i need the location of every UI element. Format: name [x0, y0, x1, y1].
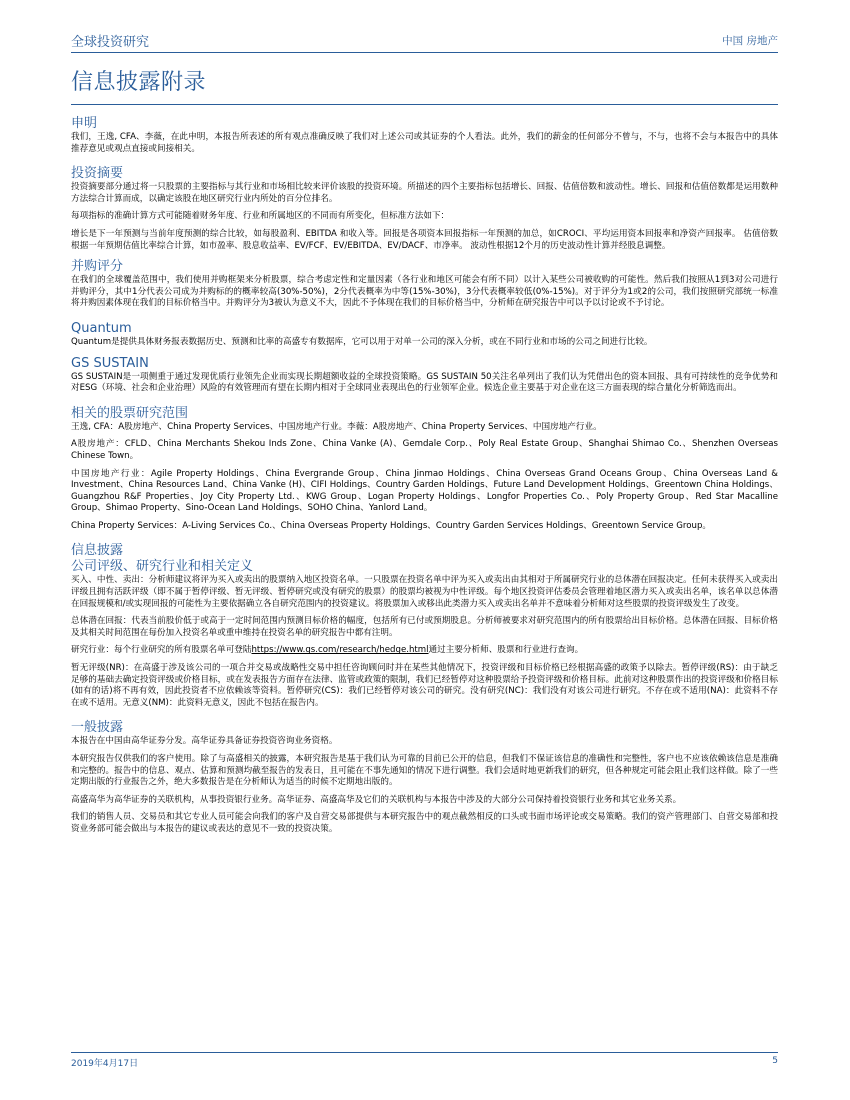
header-report-type: 全球投资研究: [71, 35, 150, 50]
paragraph: China Property Services：A-Living Services Co.、China Overseas Property Holdings、Country Garden Services Holdings、Greentown Service Group。: [71, 520, 711, 531]
text-span: 研究行业：每个行业研究的所有股票名单可登陆: [71, 645, 252, 656]
footer-divider: [71, 1052, 778, 1053]
paragraph: 中国房地产行业：Agile Property Holdings、China Evergrande Group、China Jinmao Holdings、China Overseas Grand Oceans Group、China Overseas Land & Investment、China Resources Land、China Vanke (H)、CIFI Holdings、Country Garden Holdings、Future Land Development Holdings、Greentown China Holdings、Guangzhou R&F Properties、Joy City Property Ltd.、KWG Group、Logan Property Holdings、Longfor Properties Co.、Poly Property Group、Red Star Macalline Group、Shimao Property、Sino-Ocean Land Holdings、SOHO China、Yanlord Land。: [71, 468, 778, 514]
title-divider: [71, 104, 778, 105]
paragraph: 高盛高华为高华证券的关联机构，从事投资银行业务。高华证券、高盛高华及它们的关联机构与本报告中涉及的大部分公司保持着投资银行业务和其它业务关系。: [71, 794, 682, 805]
page-number: 5: [772, 1056, 778, 1066]
paragraph: Quantum是提供具体财务报表数据历史、预测和比率的高盛专有数据库，它可以用于对单一公司的深入分析，或在不同行业和市场的公司之间进行比较。: [71, 336, 653, 347]
paragraph: 每项指标的准确计算方式可能随着财务年度、行业和所属地区的不同而有所变化，但标准方法如下：: [71, 211, 450, 222]
header-divider: [71, 52, 778, 53]
section-heading-quantum: Quantum: [71, 320, 132, 336]
paragraph: 投资摘要部分通过将一只股票的主要指标与其行业和市场相比较来评价该股的投资环境。所描述的四个主要指标包括增长、回报、估值倍数和波动性。增长、回报和估值倍数都是运用数种方法综合计算而成，以确定该股在地区研究行业内所处的百分位排名。: [71, 182, 778, 204]
paragraph: 暂无评级(NR)：在高盛于涉及该公司的一项合并交易或战略性交易中担任咨询顾问时并在某些其他情况下，投资评级和目标价格已经根据高盛的政策予以除去。暂停评级(RS)：由于缺乏足够的基础去确定投资评级或价格目标，或在发表报告方面存在法律、监管或政策的限制，我们已经暂停对这种股票给予投资评级和价格目标。此前对这种股票作出的投资评级和价格目标(如有的话)将不再有效，因此投资者不应依赖该等资料。暂停研究(CS)：我们已经暂停对该公司的研究。没有研究(NC)：我们没有对该公司进行研究。不存在或不适用(NA)：此资料不存在或不适用。无意义(NM)：此资料无意义，因此不包括在报告内。: [71, 663, 778, 708]
page-title: 信息披露附录: [71, 70, 207, 95]
section-heading-ma-score: 并购评分: [71, 259, 124, 275]
section-heading-general: 一般披露: [71, 720, 124, 736]
section-heading-disclosures: 信息披露: [71, 543, 124, 559]
paragraph: 本报告在中国由高华证券分发。高华证券具备证券投资咨询业务资格。: [71, 736, 338, 747]
section-heading-coverage: 相关的股票研究范围: [71, 405, 189, 421]
header-sector: 中国 房地产: [722, 35, 778, 47]
section-heading-declaration: 申明: [71, 116, 98, 131]
paragraph: 增长是下一年预测与当前年度预测的综合比较，如每股盈利、EBITDA 和收入等。回报是各项资本回报指标一年预测的加总，如CROCI、平均运用资本回报率和净资产回报率。 估值倍数根据一年预期估值比率综合计算，如市盈率、股息收益率、EV/FCF、EV/EBITDA、EV/DACF、市净率。 波动性根据12个月的历史波动性计算并经股息调整。: [71, 228, 778, 251]
document-body: [71, 116, 778, 842]
text-span: 通过主要分析师、股票和行业进行查询。: [428, 645, 584, 656]
paragraph: 在我们的全球覆盖范围中，我们使用并购框架来分析股票，综合考虑定性和定量因素（各行业和地区可能会有所不同）以计入某些公司被收购的可能性。然后我们按照从1到3对公司进行并购评分，其中1分代表公司成为并购标的的概率较高(30%-50%)，2分代表概率为中等(15%-30%)，3分代表概率较低(0%-15%)。对于评分为1或2的公司，我们按照研究部统一标准将并购因素体现在我们的目标价格当中。并购评分为3被认为意义不大，因此不予体现在我们的目标价格当中，分析师在研究报告中可以予以讨论或不予讨论。: [71, 275, 778, 309]
paragraph: 我们，王逸, CFA、李薇，在此申明，本报告所表述的所有观点准确反映了我们对上述公司或其证券的个人看法。此外，我们的薪金的任何部分不曾与，不与，也将不会与本报告中的具体推荐意见或观点直接或间接相关。: [71, 132, 778, 154]
footer-date: 2019年4月17日: [71, 1059, 139, 1069]
paragraph: GS SUSTAIN是一项侧重于通过发现优质行业领先企业而实现长期超额收益的全球投资策略。GS SUSTAIN 50关注名单列出了我们认为凭借出色的资本回报、具有可持续性的竞争优势和对ESG（环境、社会和企业治理）风险的有效管理而有望在长期内相对于全球同业表现出色的行业领军企业。候选企业主要基于对企业在这三方面表现的综合量化分析筛选而出。: [71, 371, 778, 394]
paragraph: 我们的销售人员、交易员和其它专业人员可能会向我们的客户及自营交易部提供与本研究报告中的观点截然相反的口头或书面市场评论或交易策略。我们的资产管理部门、自营交易部和投资业务部可能会做出与本报告的建议或表达的意见不一致的投资决策。: [71, 812, 778, 834]
paragraph: 买入、中性、卖出：分析师建议将评为买入或卖出的股票纳入地区投资名单。一只股票在投资名单中评为买入或卖出由其相对于所属研究行业的总体潜在回报决定。任何未获得买入或卖出评级且拥有活跃评级（即不属于暂停评级、暂无评级、暂停研究或没有研究的股票）的股票均被视为中性评级。每个地区投资评估委员会管理着地区潜力买入或卖出名单，该名单以总体潜在回报规模和/或实现回报的可能性为主要依据确立各自研究范围内的投资建议。将股票加入或移出此类潜力买入或卖出名单并不意味着分析师对这些股票的投资评级发生了改变。: [71, 575, 778, 609]
section-heading-investment-summary: 投资摘要: [71, 166, 124, 182]
paragraph: A股房地产：CFLD、China Merchants Shekou Inds Zone、China Vanke (A)、Gemdale Corp.、Poly Real Estate Group、Shanghai Shimao Co.、Shenzhen Overseas Chinese Town。: [71, 439, 778, 461]
research-link[interactable]: https://www.gs.com/research/hedge.html: [251, 645, 429, 656]
paragraph: 王逸, CFA：A股房地产、China Property Services、中国房地产行业。李薇：A股房地产、China Property Services、中国房地产行业。: [71, 421, 602, 432]
paragraph: 本研究报告仅供我们的客户使用。除了与高盛相关的披露，本研究报告是基于我们认为可靠的目前已公开的信息，但我们不保证该信息的准确性和完整性，客户也不应该依赖该信息是准确和完整的。报告中的信息、观点、估算和预测均截至报告的发表日，且可能在不事先通知的情况下进行调整。我们会适时地更新我们的研究，但各种规定可能会阻止我们这样做。除了一些定期出版的行业报告之外，绝大多数报告是在分析师认为适当的时候不定期地出版的。: [71, 754, 778, 788]
paragraph: 总体潜在回报：代表当前股价低于或高于一定时间范围内预测目标价格的幅度，包括所有已付或预期股息。分析师被要求对研究范围内的所有股票给出目标价格。总体潜在回报、目标价格及其相关时间范围在每份加入投资名单或重申维持在投资名单的研究报告中都有注明。: [71, 616, 778, 638]
section-heading-gs-sustain: GS SUSTAIN: [71, 355, 149, 371]
section-heading-ratings: 公司评级、研究行业和相关定义: [71, 559, 254, 575]
paragraph: [71, 645, 778, 657]
